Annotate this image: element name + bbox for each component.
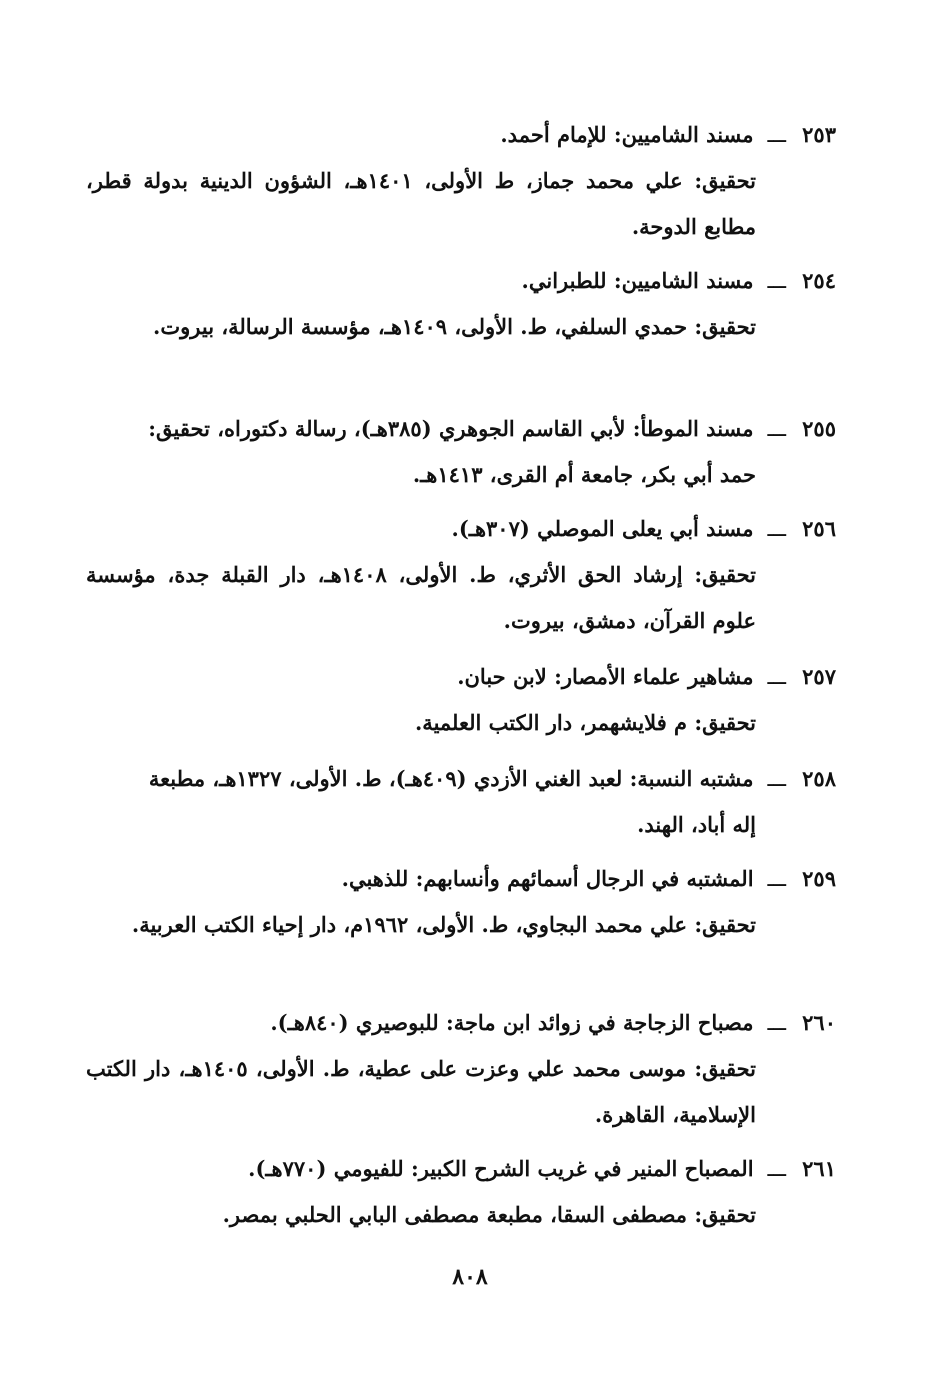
entry-number: ٢٥٥ — [802, 416, 836, 441]
page-number: ٨٠٨ — [452, 1264, 488, 1290]
entry-number: ٢٦١ — [802, 1156, 836, 1181]
entry-title: مسند الموطأ: لأبي القاسم الجوهري (٣٨٥هـ)، رسالة دكتوراه، تحقيق: — [148, 416, 754, 441]
entry-detail: تحقيق: إرشاد الحق الأثري، ط. الأولى، ١٤٠٨هـ، دار القبلة جدة، مؤسسة علوم القرآن، دمشق، بيروت. — [86, 562, 757, 633]
entry-detail: إله أباد، الهند. — [637, 812, 756, 837]
bibliography-entry-259 — [86, 856, 836, 948]
entry-title: المصباح المنير في غريب الشرح الكبير: للفيومي (٧٧٠هـ). — [248, 1156, 754, 1181]
entry-title: مسند أبي يعلى الموصلي (٣٠٧هـ). — [451, 516, 754, 541]
bibliography-entry-255 — [86, 406, 836, 498]
entry-title-line — [86, 406, 836, 452]
entry-number: ٢٥٣ — [802, 122, 836, 147]
entry-number: ٢٥٦ — [802, 516, 836, 541]
entry-title: مشتبه النسبة: لعبد الغني الأزدي (٤٠٩هـ)، ط. الأولى، ١٣٢٧هـ، مطبعة — [148, 766, 754, 791]
bibliography-entry-256 — [86, 506, 836, 644]
entry-title-line — [86, 654, 836, 700]
entry-dash: ـــ — [767, 269, 786, 293]
entry-title-line — [86, 1146, 836, 1192]
entry-detail: تحقيق: م فلايشهمر، دار الكتب العلمية. — [415, 710, 756, 735]
entry-number: ٢٥٩ — [802, 866, 836, 891]
entry-title-line — [86, 1000, 836, 1046]
entry-title-line — [86, 258, 836, 304]
entry-detail: تحقيق: مصطفى السقا، مطبعة مصطفى البابي الحلبي بمصر. — [222, 1202, 756, 1227]
entry-detail: تحقيق: موسى محمد علي وعزت على عطية، ط. الأولى، ١٤٠٥هـ، دار الكتب الإسلامية، القاهرة. — [86, 1056, 756, 1127]
entry-number: ٢٥٤ — [802, 268, 836, 293]
entry-title-line — [86, 856, 836, 902]
entry-title: المشتبه في الرجال أسمائهم وأنسابهم: للذهبي. — [341, 866, 754, 891]
entry-title-line — [86, 112, 836, 158]
bibliography-entry-258 — [86, 756, 836, 848]
entry-dash: ـــ — [767, 867, 786, 891]
entry-number: ٢٥٧ — [802, 664, 836, 689]
entry-dash: ـــ — [767, 517, 786, 541]
entry-dash: ـــ — [767, 417, 786, 441]
bibliography-entry-253 — [86, 112, 836, 250]
entry-title: مسند الشاميين: للإمام أحمد. — [500, 122, 754, 147]
entry-detail: تحقيق: حمدي السلفي، ط. الأولى، ١٤٠٩هـ، مؤسسة الرسالة، بيروت. — [153, 314, 756, 339]
entry-dash: ـــ — [767, 123, 786, 147]
entry-dash: ـــ — [767, 1157, 786, 1181]
entry-detail: تحقيق: علي محمد جماز، ط الأولى، ١٤٠١هـ، الشؤون الدينية بدولة قطر، مطابع الدوحة. — [86, 168, 756, 239]
bibliography-entry-257 — [86, 654, 836, 746]
entry-number: ٢٥٨ — [802, 766, 836, 791]
entry-dash: ـــ — [767, 1011, 786, 1035]
entry-dash: ـــ — [767, 767, 786, 791]
entry-detail: حمد أبي بكر، جامعة أم القرى، ١٤١٣هـ. — [412, 462, 756, 487]
entry-detail: تحقيق: علي محمد البجاوي، ط. الأولى، ١٩٦٢م، دار إحياء الكتب العربية. — [131, 912, 756, 937]
entry-title-line — [86, 756, 836, 802]
bibliography-entry-260 — [86, 1000, 836, 1138]
entry-number: ٢٦٠ — [802, 1010, 836, 1035]
entry-title-line — [86, 506, 836, 552]
bibliography-entry-254 — [86, 258, 836, 350]
entry-title: مشاهير علماء الأمصار: لابن حبان. — [457, 664, 754, 689]
entry-title: مسند الشاميين: للطبراني. — [521, 268, 754, 293]
entry-dash: ـــ — [767, 665, 786, 689]
bibliography-entry-261 — [86, 1146, 836, 1238]
entry-title: مصباح الزجاجة في زوائد ابن ماجة: للبوصيري (٨٤٠هـ). — [270, 1010, 754, 1035]
